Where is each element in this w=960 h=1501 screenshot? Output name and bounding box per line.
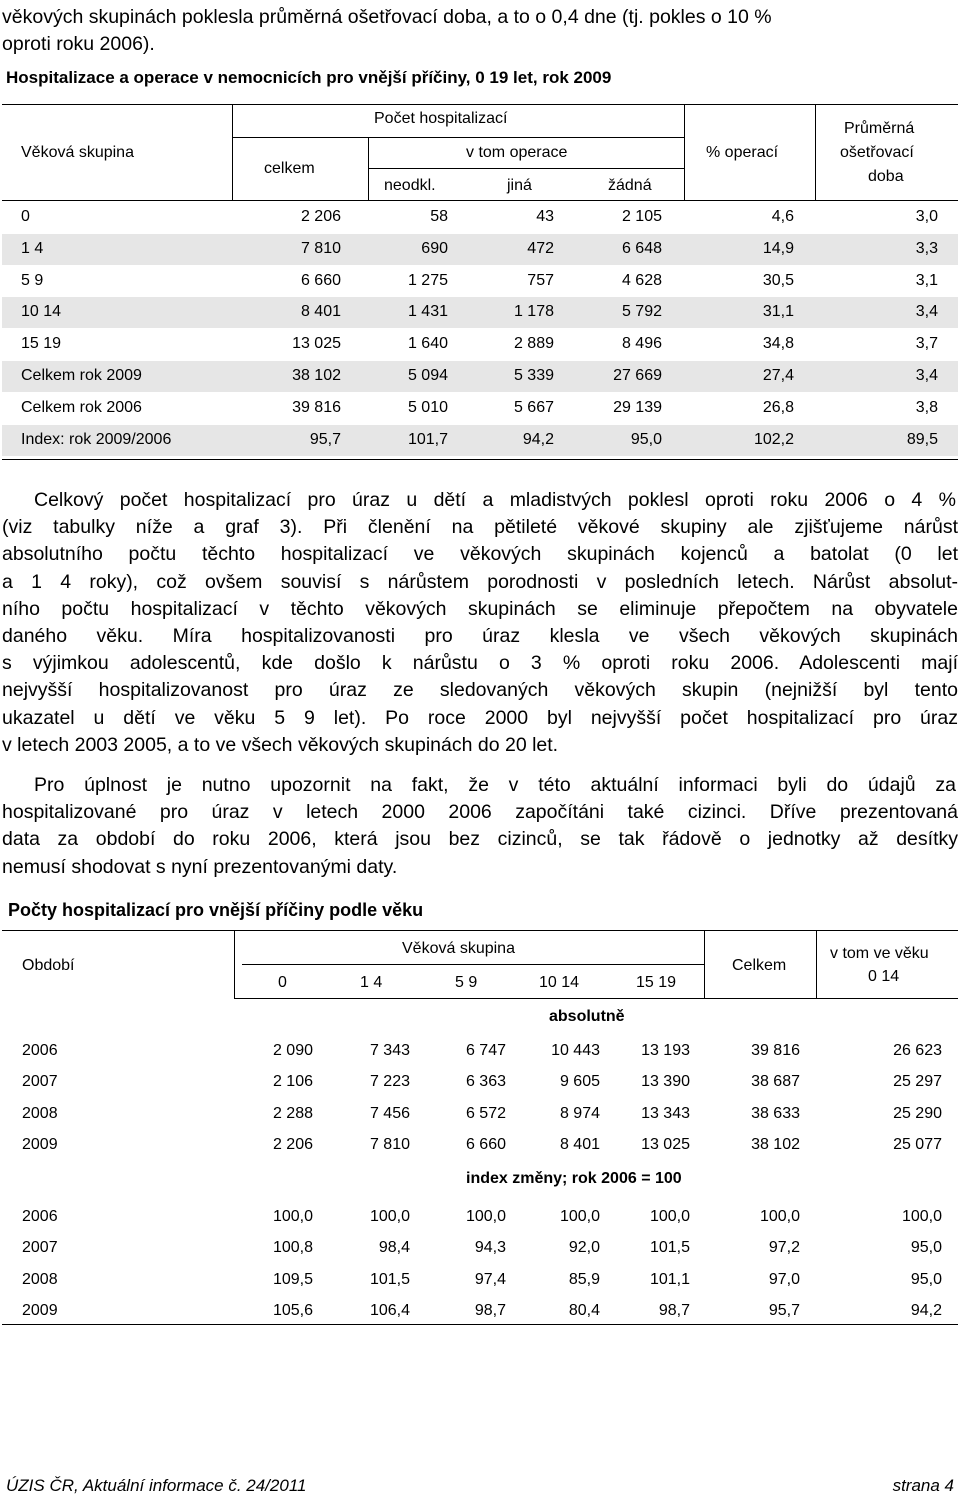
table-cell: 2 206 [272,1135,313,1153]
row-label: 2007 [22,1239,58,1257]
table-cell: 98,7 [658,1301,690,1319]
table-cell: 100,8 [272,1239,313,1257]
paragraph1-line: absolutního počtu těchto hospitalizací ve věkových skupinách kojenců a batolat (0 let [2,543,958,566]
paragraph1-line: daného věku. Míra hospitalizovanosti pro úraz klesla ve všech věkových skupinách [2,625,958,647]
table-row [2,1036,958,1067]
table-cell: 101,5 [649,1239,690,1257]
table-cell: 10 443 [551,1042,600,1059]
col-of-which-2: 0 14 [868,968,900,985]
table-cell: 3,8 [915,398,938,416]
table-row [2,329,958,360]
row-label: Celkem rok 2006 [21,398,142,416]
row-label: 2006 [22,1208,58,1225]
table-cell: 2 106 [272,1073,313,1091]
table-cell: 98,7 [474,1301,506,1319]
table-row [2,297,958,328]
row-label: 2008 [22,1104,58,1122]
paragraph1-line: ukazatel u dětí ve věku 5 9 let). Po roce 2000 byl nejvyšší počet hospitalizací pro úraz [2,706,958,729]
table-cell: 1 275 [407,271,448,289]
table-cell: 1 178 [513,303,554,321]
col-none: žádná [608,177,652,194]
paragraph2-line: nemusí shodovat s nyní prezentovanými daty. [2,855,398,878]
col-age-group: Věková skupina [402,940,515,957]
table-row [2,1265,958,1296]
table-cell: 25 077 [893,1135,942,1153]
row-label: 2006 [22,1042,58,1059]
table-cell: 6 648 [621,239,662,257]
table-cell: 39 816 [751,1042,800,1059]
table-cell: 6 363 [465,1073,506,1091]
table-cell: 100,0 [369,1208,410,1225]
table-row [2,1130,958,1161]
table-cell: 100,0 [901,1208,942,1225]
table-cell: 94,2 [522,430,554,448]
col-age-0: 0 [278,974,287,991]
table-cell: 34,8 [762,335,794,353]
col-urgent: neodkl. [384,177,436,194]
col-avg-stay-1: Průměrná [844,120,915,137]
table-cell: 95,0 [910,1239,942,1257]
table-cell: 94,3 [474,1239,506,1257]
row-label: 2009 [22,1135,58,1153]
table-cell: 101,5 [369,1270,410,1288]
table-cell: 5 094 [407,367,448,384]
col-avg-stay-2: ošetřovací [840,144,914,161]
table-cell: 3,4 [915,303,938,321]
paragraph1-line: s výjimkou adolescentů, kde došlo k nárůstu o 3 % oproti roku 2006. Adolescenti mají [2,652,958,675]
paragraph1-line: a 1 4 roky), což ovšem souvisí s nárůstem porodnosti v posledních letech. Nárůst absolut- [2,570,958,593]
table-cell: 3,3 [915,239,938,257]
table-cell: 26,8 [762,398,794,416]
row-label: 2007 [22,1073,58,1091]
table-cell: 100,0 [272,1208,313,1225]
table-cell: 6 660 [300,271,341,289]
table-cell: 8 401 [559,1135,600,1153]
table-cell: 1 431 [407,303,448,321]
table-cell: 7 223 [369,1073,410,1091]
intro-line-2: oproti roku 2006). [2,33,155,55]
row-label: Index: rok 2009/2006 [21,430,172,448]
col-pct-operations: % operací [706,144,779,161]
table-row [2,361,958,392]
hospitalization-operations-table [2,104,958,459]
row-label: 2008 [22,1270,58,1288]
paragraph1-line: (viz tabulky níže a graf 3). Při členění na pětileté věkové skupiny ale zjišťujeme nárůst [2,516,958,539]
table-cell: 94,2 [910,1301,942,1319]
row-label: 15 19 [21,335,62,353]
table-cell: 6 572 [465,1104,506,1122]
table-cell: 13 025 [641,1135,690,1153]
table-cell: 3,7 [915,335,938,353]
table-row [2,1233,958,1264]
row-label: 0 [21,208,30,225]
table-cell: 6 660 [465,1135,506,1153]
table-cell: 5 339 [513,367,554,384]
table-cell: 97,0 [768,1270,800,1288]
table-cell: 102,2 [753,430,794,448]
table-cell: 4 628 [621,271,662,289]
row-label: 10 14 [21,303,62,321]
table-cell: 7 810 [300,239,341,257]
table-cell: 38 633 [751,1104,800,1122]
table2-title: Počty hospitalizací pro vnější příčiny podle věku [8,900,424,920]
table-cell: 14,9 [762,239,794,257]
table-cell: 80,4 [568,1301,600,1319]
col-age-15-19: 15 19 [636,974,677,991]
table-cell: 2 206 [300,208,341,225]
col-hospitalization-count: Počet hospitalizací [374,110,508,127]
table-row [2,266,958,297]
table-cell: 1 640 [407,335,448,353]
table-cell: 472 [527,239,554,257]
table-cell: 4,6 [771,208,794,225]
table-cell: 13 025 [292,335,341,353]
table-cell: 2 105 [621,208,662,225]
table-cell: 30,5 [762,271,794,289]
table-row [2,202,958,233]
paragraph1-line: Celkový počet hospitalizací pro úraz u dětí a mladistvých poklesl oproti roku 2006 o 4 % [34,489,956,511]
table-cell: 7 343 [369,1042,410,1059]
paragraph1-line: v letech 2003 2005, a to ve všech věkových skupinách do 20 let. [2,733,559,756]
col-of-which-1: v tom ve věku [830,945,929,962]
table-cell: 85,9 [568,1270,600,1288]
table-cell: 100,0 [465,1208,506,1225]
table-cell: 95,7 [768,1301,800,1319]
table-cell: 95,0 [910,1270,942,1288]
paragraph1-line: ního počtu hospitalizací v těchto věkových skupinách se eliminuje přepočtem na obyvatele [2,597,958,620]
table-cell: 109,5 [272,1270,313,1288]
table-cell: 13 193 [641,1042,690,1059]
table-cell: 106,4 [369,1301,410,1319]
table-cell: 2 090 [272,1042,313,1059]
row-label: Celkem rok 2009 [21,367,142,384]
table-cell: 13 343 [641,1104,690,1122]
table-cell: 92,0 [568,1239,600,1257]
row-label: 1 4 [21,239,44,257]
table-cell: 89,5 [906,430,938,448]
table-cell: 95,7 [309,430,341,448]
paragraph2-line: Pro úplnost je nutno upozornit na fakt, že v této aktuální informaci byli do údajů za [34,774,956,796]
table-cell: 101,1 [649,1270,690,1288]
paragraph2-line: hospitalizované pro úraz v letech 2000 2006 započítáni také cizinci. Dříve prezentovaná [2,801,958,824]
table-cell: 105,6 [272,1301,313,1319]
table-cell: 31,1 [762,303,794,321]
table-cell: 39 816 [292,398,341,416]
col-period: Období [22,957,75,974]
table-row [2,1099,958,1130]
table-row [2,1202,958,1233]
table-cell: 43 [536,208,554,225]
table-cell: 38 687 [751,1073,800,1091]
table-cell: 97,4 [474,1270,506,1288]
row-label: 5 9 [21,271,44,289]
table-cell: 95,0 [630,430,662,448]
table-cell: 100,0 [649,1208,690,1225]
table-cell: 58 [430,208,448,225]
table1-title: Hospitalizace a operace v nemocnicích pro vnější příčiny, 0 19 let, rok 2009 [6,68,612,87]
table-cell: 26 623 [893,1042,942,1059]
table-cell: 5 010 [407,398,448,416]
table-cell: 3,1 [915,271,938,289]
table-cell: 98,4 [378,1239,410,1257]
table-cell: 2 889 [513,335,554,353]
subheader-index: index změny; rok 2006 = 100 [466,1170,682,1187]
col-age-10-14: 10 14 [539,974,580,991]
table-cell: 3,4 [915,367,938,384]
col-total: Celkem [732,957,787,974]
col-of-which-operations: v tom operace [466,144,568,161]
table-cell: 29 139 [613,398,662,416]
subheader-absolute: absolutně [549,1008,625,1025]
table-cell: 8 401 [300,303,341,321]
table-cell: 25 290 [893,1104,942,1122]
col-total: celkem [264,160,315,177]
col-age-5-9: 5 9 [455,974,478,991]
paragraph1-line: nejvyšší hospitalizovanost pro úraz ze sledovaných věkových skupin (nejnižší byl tento [2,679,958,702]
table-cell: 757 [527,271,554,289]
table-cell: 8 974 [559,1104,600,1122]
table-cell: 8 496 [621,335,662,353]
col-age-group: Věková skupina [21,144,134,161]
col-other: jiná [507,177,532,194]
table-cell: 3,0 [915,208,938,225]
table-cell: 13 390 [641,1073,690,1091]
table-row [2,234,958,265]
footer-page: strana 4 [892,1476,954,1495]
table-cell: 9 605 [559,1073,600,1091]
row-label: 2009 [22,1301,58,1319]
table-cell: 97,2 [768,1239,800,1257]
hospitalizations-by-age-table [2,930,958,1324]
table-row [2,393,958,424]
footer-source: ÚZIS ČR, Aktuální informace č. 24/2011 [6,1476,307,1495]
col-age-1-4: 1 4 [360,974,383,991]
table-cell: 25 297 [893,1073,942,1091]
table-cell: 7 810 [369,1135,410,1153]
table-cell: 690 [421,239,448,257]
paragraph2-line: data za období do roku 2006, která jsou bez cizinců, se tak řádově o jednotky až desítky [2,828,958,851]
intro-line-1: věkových skupinách poklesla průměrná ošetřovací doba, a to o 0,4 dne (tj. pokles o 10 % [2,6,772,28]
table-row [2,1296,958,1327]
col-avg-stay-3: doba [868,168,904,185]
table-cell: 5 667 [513,398,554,416]
table-cell: 100,0 [759,1208,800,1225]
table-row [2,425,958,456]
table-cell: 100,0 [559,1208,600,1225]
table-cell: 38 102 [292,367,341,384]
table-cell: 27 669 [613,367,662,384]
table-cell: 6 747 [465,1042,506,1059]
table-cell: 5 792 [621,303,662,321]
table-cell: 38 102 [751,1135,800,1153]
table-cell: 2 288 [272,1104,313,1122]
table-cell: 7 456 [369,1104,410,1122]
table-row [2,1067,958,1098]
table-cell: 27,4 [762,367,794,384]
table-cell: 101,7 [407,430,448,448]
